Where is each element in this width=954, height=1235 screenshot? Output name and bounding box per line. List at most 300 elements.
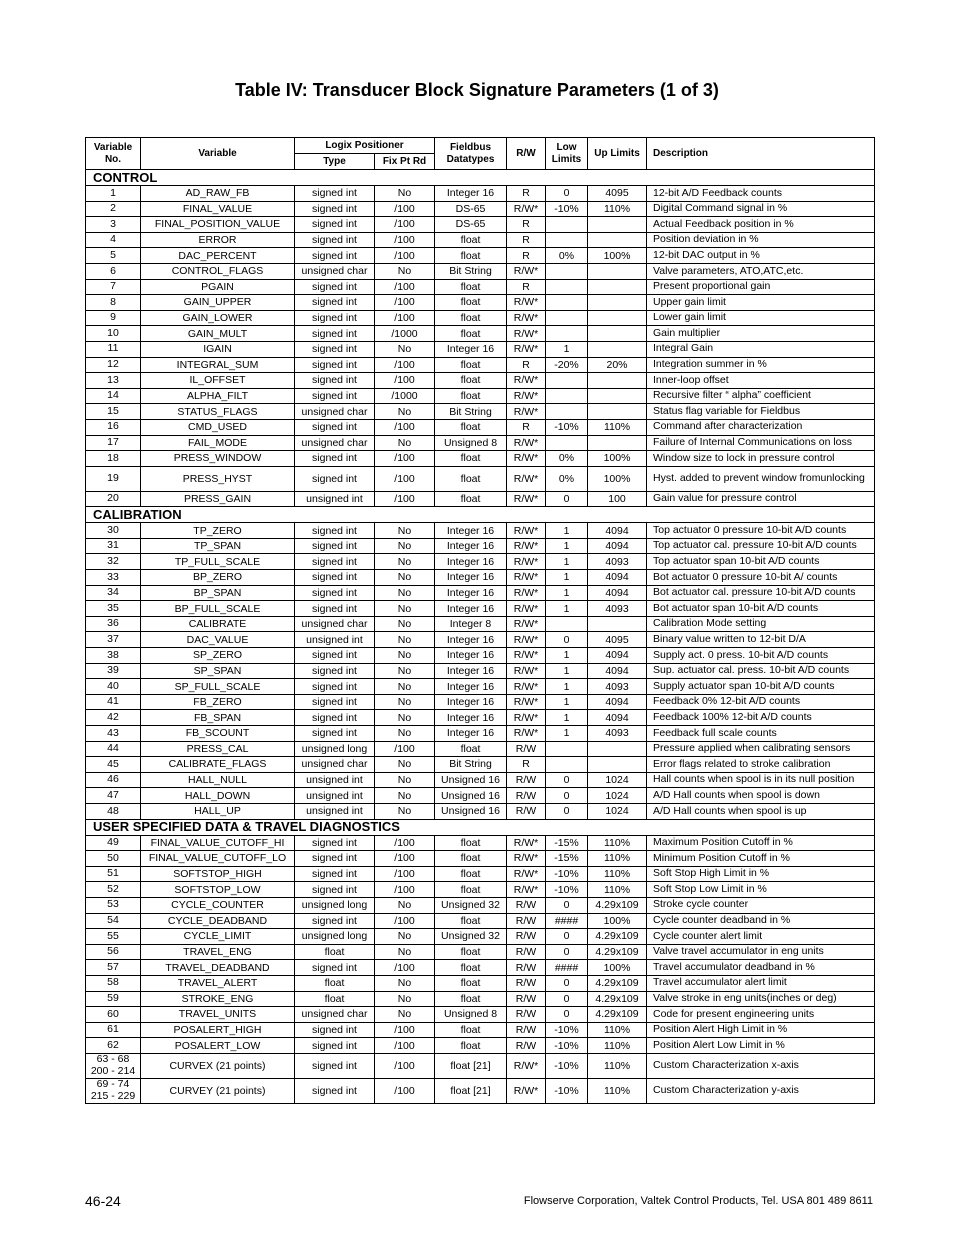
- cell-description: Actual Feedback position in %: [647, 217, 875, 233]
- table-row: [86, 1053, 875, 1078]
- header-fix-pt-rd: Fix Pt Rd: [375, 154, 435, 170]
- cell-rw: R/W*: [507, 616, 546, 632]
- table-row: [86, 694, 875, 710]
- cell-up-limit: 4093: [588, 726, 647, 742]
- cell-low-limit: [546, 295, 588, 311]
- cell-fix-pt-rd: No: [375, 585, 435, 601]
- cell-low-limit: 1: [546, 726, 588, 742]
- cell-fieldbus-type: Integer 16: [435, 570, 507, 586]
- cell-variable: TP_FULL_SCALE: [141, 554, 295, 570]
- cell-fieldbus-type: float: [435, 419, 507, 435]
- cell-low-limit: 0: [546, 991, 588, 1007]
- cell-up-limit: 4.29x109: [588, 944, 647, 960]
- cell-up-limit: 4093: [588, 554, 647, 570]
- cell-description: Maximum Position Cutoff in %: [647, 835, 875, 851]
- cell-fix-pt-rd: /100: [375, 373, 435, 389]
- cell-description: Top actuator cal. pressure 10-bit A/D counts: [647, 538, 875, 554]
- cell-description: Bot actuator cal. pressure 10-bit A/D counts: [647, 585, 875, 601]
- table-row: [86, 632, 875, 648]
- cell-variable: TRAVEL_DEADBAND: [141, 960, 295, 976]
- parameters-table: [85, 137, 875, 1104]
- cell-rw: R/W: [507, 975, 546, 991]
- cell-fieldbus-type: Integer 8: [435, 616, 507, 632]
- table-row: [86, 451, 875, 467]
- cell-var-no: 44: [86, 741, 141, 757]
- cell-low-limit: 1: [546, 523, 588, 539]
- header-type: Type: [295, 154, 375, 170]
- cell-type: unsigned char: [295, 435, 375, 451]
- cell-fieldbus-type: float: [435, 960, 507, 976]
- cell-type: signed int: [295, 217, 375, 233]
- cell-variable: STATUS_FLAGS: [141, 404, 295, 420]
- cell-variable: DAC_VALUE: [141, 632, 295, 648]
- cell-type: signed int: [295, 373, 375, 389]
- cell-low-limit: 0: [546, 929, 588, 945]
- cell-var-no: 4: [86, 232, 141, 248]
- cell-var-no: 31: [86, 538, 141, 554]
- table-row: [86, 710, 875, 726]
- cell-variable: TP_SPAN: [141, 538, 295, 554]
- cell-low-limit: ####: [546, 913, 588, 929]
- cell-var-no: 18: [86, 451, 141, 467]
- cell-fix-pt-rd: /100: [375, 741, 435, 757]
- cell-fix-pt-rd: /100: [375, 1038, 435, 1054]
- cell-low-limit: [546, 388, 588, 404]
- cell-fieldbus-type: float [21]: [435, 1078, 507, 1103]
- cell-var-no: 20: [86, 491, 141, 507]
- cell-var-no: 60: [86, 1007, 141, 1023]
- table-row: [86, 491, 875, 507]
- cell-description: Valve parameters, ATO,ATC,etc.: [647, 263, 875, 279]
- cell-variable: TRAVEL_ENG: [141, 944, 295, 960]
- cell-var-no: 36: [86, 616, 141, 632]
- cell-type: signed int: [295, 523, 375, 539]
- cell-rw: R: [507, 419, 546, 435]
- cell-description: Hall counts when spool is in its null position: [647, 772, 875, 788]
- cell-type: unsigned long: [295, 929, 375, 945]
- cell-type: signed int: [295, 451, 375, 467]
- cell-fieldbus-type: Integer 16: [435, 585, 507, 601]
- cell-rw: R/W*: [507, 1053, 546, 1078]
- table-row: [86, 897, 875, 913]
- table-row: [86, 466, 875, 491]
- cell-type: unsigned char: [295, 1007, 375, 1023]
- cell-var-no: 50: [86, 851, 141, 867]
- cell-type: signed int: [295, 913, 375, 929]
- cell-variable: PGAIN: [141, 279, 295, 295]
- cell-rw: R/W*: [507, 632, 546, 648]
- cell-fix-pt-rd: No: [375, 663, 435, 679]
- cell-rw: R/W*: [507, 538, 546, 554]
- table-row: [86, 1022, 875, 1038]
- cell-low-limit: 1: [546, 679, 588, 695]
- cell-fix-pt-rd: No: [375, 757, 435, 773]
- section-title: CONTROL: [86, 170, 875, 186]
- cell-type: unsigned char: [295, 263, 375, 279]
- cell-up-limit: [588, 217, 647, 233]
- table-row: [86, 310, 875, 326]
- cell-type: float: [295, 975, 375, 991]
- cell-variable: IGAIN: [141, 341, 295, 357]
- cell-var-no: 13: [86, 373, 141, 389]
- table-row: [86, 435, 875, 451]
- cell-fix-pt-rd: /1000: [375, 388, 435, 404]
- cell-description: Feedback 100% 12-bit A/D counts: [647, 710, 875, 726]
- cell-var-no: 49: [86, 835, 141, 851]
- cell-description: Upper gain limit: [647, 295, 875, 311]
- cell-rw: R/W: [507, 913, 546, 929]
- cell-type: signed int: [295, 1053, 375, 1078]
- cell-rw: R/W: [507, 1007, 546, 1023]
- cell-rw: R/W: [507, 897, 546, 913]
- cell-rw: R/W*: [507, 835, 546, 851]
- cell-fix-pt-rd: No: [375, 975, 435, 991]
- cell-up-limit: 1024: [588, 803, 647, 819]
- cell-type: signed int: [295, 1038, 375, 1054]
- cell-description: Integral Gain: [647, 341, 875, 357]
- cell-type: signed int: [295, 419, 375, 435]
- cell-description: Failure of Internal Communications on loss: [647, 435, 875, 451]
- cell-type: signed int: [295, 554, 375, 570]
- table-row: [86, 835, 875, 851]
- cell-rw: R/W*: [507, 866, 546, 882]
- cell-fieldbus-type: Integer 16: [435, 663, 507, 679]
- cell-type: signed int: [295, 1022, 375, 1038]
- cell-fieldbus-type: float: [435, 991, 507, 1007]
- cell-description: Gain multiplier: [647, 326, 875, 342]
- cell-type: signed int: [295, 201, 375, 217]
- page-title: Table IV: Transducer Block Signature Parameters (1 of 3): [235, 80, 719, 100]
- cell-description: Window size to lock in pressure control: [647, 451, 875, 467]
- cell-up-limit: [588, 232, 647, 248]
- cell-type: signed int: [295, 882, 375, 898]
- cell-variable: BP_SPAN: [141, 585, 295, 601]
- cell-up-limit: 4095: [588, 632, 647, 648]
- page-footer: Flowserve Corporation, Valtek Control Products, Tel. USA 801 489 8611: [523, 1195, 873, 1207]
- cell-type: signed int: [295, 538, 375, 554]
- cell-variable: CONTROL_FLAGS: [141, 263, 295, 279]
- cell-variable: FB_SCOUNT: [141, 726, 295, 742]
- cell-fix-pt-rd: /100: [375, 491, 435, 507]
- cell-description: Position Alert High Limit in %: [647, 1022, 875, 1038]
- cell-type: signed int: [295, 570, 375, 586]
- cell-up-limit: 4094: [588, 585, 647, 601]
- cell-description: Custom Characterization y-axis: [647, 1078, 875, 1103]
- cell-rw: R/W: [507, 741, 546, 757]
- cell-var-no: 35: [86, 601, 141, 617]
- cell-low-limit: 0: [546, 186, 588, 202]
- cell-type: unsigned int: [295, 803, 375, 819]
- cell-fix-pt-rd: No: [375, 186, 435, 202]
- cell-low-limit: 1: [546, 601, 588, 617]
- table-row: [86, 538, 875, 554]
- cell-up-limit: 4094: [588, 538, 647, 554]
- cell-variable: FINAL_POSITION_VALUE: [141, 217, 295, 233]
- table-row: [86, 772, 875, 788]
- cell-fieldbus-type: float: [435, 248, 507, 264]
- table-row: [86, 991, 875, 1007]
- cell-up-limit: [588, 310, 647, 326]
- cell-fix-pt-rd: /100: [375, 1078, 435, 1103]
- table-row: [86, 570, 875, 586]
- cell-rw: R/W*: [507, 585, 546, 601]
- cell-description: Supply act. 0 press. 10-bit A/D counts: [647, 648, 875, 664]
- cell-fix-pt-rd: /100: [375, 960, 435, 976]
- cell-up-limit: 4094: [588, 710, 647, 726]
- table-row: [86, 585, 875, 601]
- cell-rw: R/W*: [507, 601, 546, 617]
- cell-type: signed int: [295, 295, 375, 311]
- cell-variable: SP_FULL_SCALE: [141, 679, 295, 695]
- cell-low-limit: 0%: [546, 451, 588, 467]
- cell-rw: R/W*: [507, 310, 546, 326]
- cell-rw: R/W*: [507, 373, 546, 389]
- cell-fieldbus-type: Unsigned 16: [435, 803, 507, 819]
- cell-fieldbus-type: float: [435, 1038, 507, 1054]
- cell-fix-pt-rd: /100: [375, 451, 435, 467]
- cell-rw: R/W*: [507, 435, 546, 451]
- cell-rw: R/W: [507, 944, 546, 960]
- cell-fix-pt-rd: No: [375, 679, 435, 695]
- cell-description: Integration summer in %: [647, 357, 875, 373]
- table-row: [86, 882, 875, 898]
- cell-up-limit: 4093: [588, 601, 647, 617]
- cell-var-no: 38: [86, 648, 141, 664]
- cell-type: unsigned long: [295, 897, 375, 913]
- header-variable: Variable: [141, 138, 295, 170]
- cell-up-limit: 100%: [588, 466, 647, 491]
- cell-var-no: 34: [86, 585, 141, 601]
- cell-up-limit: 110%: [588, 1053, 647, 1078]
- cell-type: signed int: [295, 679, 375, 695]
- cell-type: unsigned int: [295, 772, 375, 788]
- table-row: [86, 1078, 875, 1103]
- cell-fieldbus-type: Integer 16: [435, 523, 507, 539]
- table-row: [86, 279, 875, 295]
- cell-up-limit: 1024: [588, 772, 647, 788]
- cell-fieldbus-type: Bit String: [435, 404, 507, 420]
- cell-low-limit: 0: [546, 772, 588, 788]
- cell-rw: R/W: [507, 960, 546, 976]
- cell-up-limit: 4094: [588, 648, 647, 664]
- cell-variable: SP_ZERO: [141, 648, 295, 664]
- cell-low-limit: 1: [546, 694, 588, 710]
- table-row: [86, 741, 875, 757]
- cell-description: Command after characterization: [647, 419, 875, 435]
- cell-up-limit: [588, 616, 647, 632]
- cell-variable: PRESS_HYST: [141, 466, 295, 491]
- table-row: [86, 803, 875, 819]
- cell-fix-pt-rd: /100: [375, 419, 435, 435]
- cell-rw: R/W*: [507, 263, 546, 279]
- cell-type: signed int: [295, 466, 375, 491]
- cell-low-limit: [546, 373, 588, 389]
- cell-description: Cycle counter alert limit: [647, 929, 875, 945]
- cell-fix-pt-rd: /100: [375, 866, 435, 882]
- cell-rw: R/W*: [507, 295, 546, 311]
- cell-variable: HALL_NULL: [141, 772, 295, 788]
- cell-fieldbus-type: Integer 16: [435, 694, 507, 710]
- cell-description: Top actuator span 10-bit A/D counts: [647, 554, 875, 570]
- cell-fix-pt-rd: No: [375, 991, 435, 1007]
- cell-var-no: 45: [86, 757, 141, 773]
- cell-fieldbus-type: Integer 16: [435, 538, 507, 554]
- cell-low-limit: [546, 263, 588, 279]
- cell-var-no: 32: [86, 554, 141, 570]
- cell-fix-pt-rd: /1000: [375, 326, 435, 342]
- cell-rw: R/W*: [507, 451, 546, 467]
- cell-variable: BP_ZERO: [141, 570, 295, 586]
- cell-up-limit: [588, 373, 647, 389]
- cell-type: float: [295, 991, 375, 1007]
- cell-variable: GAIN_MULT: [141, 326, 295, 342]
- cell-description: 12-bit DAC output in %: [647, 248, 875, 264]
- cell-rw: R/W*: [507, 694, 546, 710]
- table-row: [86, 248, 875, 264]
- cell-description: Top actuator 0 pressure 10-bit A/D counts: [647, 523, 875, 539]
- cell-variable: FB_ZERO: [141, 694, 295, 710]
- header-fieldbus: Fieldbus Datatypes: [435, 138, 507, 170]
- cell-low-limit: 1: [546, 663, 588, 679]
- cell-variable: CMD_USED: [141, 419, 295, 435]
- cell-description: Valve stroke in eng units(inches or deg): [647, 991, 875, 1007]
- cell-low-limit: [546, 741, 588, 757]
- cell-low-limit: -10%: [546, 1078, 588, 1103]
- cell-fix-pt-rd: No: [375, 538, 435, 554]
- cell-up-limit: 4094: [588, 663, 647, 679]
- cell-up-limit: 110%: [588, 851, 647, 867]
- cell-description: Soft Stop Low Limit in %: [647, 882, 875, 898]
- table-row: [86, 975, 875, 991]
- cell-fieldbus-type: float [21]: [435, 1053, 507, 1078]
- table-row: [86, 554, 875, 570]
- cell-var-no: 42: [86, 710, 141, 726]
- cell-up-limit: 110%: [588, 835, 647, 851]
- cell-rw: R/W*: [507, 648, 546, 664]
- cell-type: signed int: [295, 851, 375, 867]
- cell-up-limit: 100%: [588, 960, 647, 976]
- cell-var-no: 2: [86, 201, 141, 217]
- cell-var-no: 7: [86, 279, 141, 295]
- cell-up-limit: 110%: [588, 1038, 647, 1054]
- cell-variable: CYCLE_DEADBAND: [141, 913, 295, 929]
- cell-fix-pt-rd: No: [375, 601, 435, 617]
- cell-rw: R/W*: [507, 679, 546, 695]
- cell-var-no: 1: [86, 186, 141, 202]
- cell-fieldbus-type: float: [435, 866, 507, 882]
- cell-low-limit: 0: [546, 788, 588, 804]
- cell-low-limit: 0: [546, 944, 588, 960]
- cell-fix-pt-rd: No: [375, 554, 435, 570]
- table-row: [86, 601, 875, 617]
- cell-fix-pt-rd: /100: [375, 217, 435, 233]
- cell-up-limit: [588, 295, 647, 311]
- cell-type: unsigned int: [295, 632, 375, 648]
- cell-fieldbus-type: Unsigned 8: [435, 1007, 507, 1023]
- cell-up-limit: 110%: [588, 201, 647, 217]
- cell-var-no: 54: [86, 913, 141, 929]
- cell-variable: IL_OFFSET: [141, 373, 295, 389]
- cell-fix-pt-rd: No: [375, 897, 435, 913]
- cell-low-limit: 0: [546, 897, 588, 913]
- cell-fieldbus-type: Integer 16: [435, 601, 507, 617]
- cell-var-no: 16: [86, 419, 141, 435]
- cell-variable: GAIN_LOWER: [141, 310, 295, 326]
- table-row: [86, 679, 875, 695]
- cell-fieldbus-type: float: [435, 882, 507, 898]
- table-row: [86, 944, 875, 960]
- cell-description: Sup. actuator cal. press. 10-bit A/D counts: [647, 663, 875, 679]
- cell-variable: PRESS_GAIN: [141, 491, 295, 507]
- cell-fieldbus-type: Integer 16: [435, 648, 507, 664]
- cell-fix-pt-rd: No: [375, 803, 435, 819]
- table-row: [86, 326, 875, 342]
- cell-fix-pt-rd: /100: [375, 835, 435, 851]
- cell-var-no: 15: [86, 404, 141, 420]
- cell-var-no: 48: [86, 803, 141, 819]
- cell-low-limit: -15%: [546, 851, 588, 867]
- table-row: [86, 788, 875, 804]
- cell-description: Soft Stop High Limit in %: [647, 866, 875, 882]
- cell-rw: R/W: [507, 929, 546, 945]
- table-row: [86, 616, 875, 632]
- cell-description: Code for present engineering units: [647, 1007, 875, 1023]
- cell-type: unsigned int: [295, 491, 375, 507]
- cell-rw: R/W: [507, 1022, 546, 1038]
- cell-type: signed int: [295, 866, 375, 882]
- cell-variable: SOFTSTOP_HIGH: [141, 866, 295, 882]
- cell-up-limit: 4094: [588, 523, 647, 539]
- cell-low-limit: [546, 435, 588, 451]
- table-row: [86, 263, 875, 279]
- cell-fix-pt-rd: No: [375, 944, 435, 960]
- cell-rw: R/W*: [507, 341, 546, 357]
- cell-up-limit: 4.29x109: [588, 897, 647, 913]
- table-row: [86, 1007, 875, 1023]
- cell-description: Present proportional gain: [647, 279, 875, 295]
- cell-type: unsigned int: [295, 788, 375, 804]
- cell-low-limit: 1: [546, 554, 588, 570]
- cell-up-limit: [588, 263, 647, 279]
- cell-low-limit: 0%: [546, 466, 588, 491]
- cell-description: A/D Hall counts when spool is up: [647, 803, 875, 819]
- cell-variable: BP_FULL_SCALE: [141, 601, 295, 617]
- cell-rw: R/W*: [507, 491, 546, 507]
- cell-type: signed int: [295, 835, 375, 851]
- table-row: [86, 232, 875, 248]
- table-row: [86, 373, 875, 389]
- cell-rw: R: [507, 279, 546, 295]
- cell-var-no: 41: [86, 694, 141, 710]
- table-row: [86, 663, 875, 679]
- header-var-no: Variable No.: [86, 138, 141, 170]
- cell-description: Inner-loop offset: [647, 373, 875, 389]
- cell-type: signed int: [295, 710, 375, 726]
- cell-variable: PRESS_WINDOW: [141, 451, 295, 467]
- cell-up-limit: 4093: [588, 679, 647, 695]
- cell-rw: R/W*: [507, 851, 546, 867]
- cell-var-no: 3: [86, 217, 141, 233]
- cell-fieldbus-type: float: [435, 913, 507, 929]
- cell-variable: SOFTSTOP_LOW: [141, 882, 295, 898]
- cell-fieldbus-type: float: [435, 279, 507, 295]
- cell-description: Custom Characterization x-axis: [647, 1053, 875, 1078]
- cell-var-no: 57: [86, 960, 141, 976]
- cell-variable: TRAVEL_UNITS: [141, 1007, 295, 1023]
- cell-var-no: 69 - 74 215 - 229: [86, 1078, 141, 1103]
- table-row: [86, 913, 875, 929]
- cell-type: signed int: [295, 726, 375, 742]
